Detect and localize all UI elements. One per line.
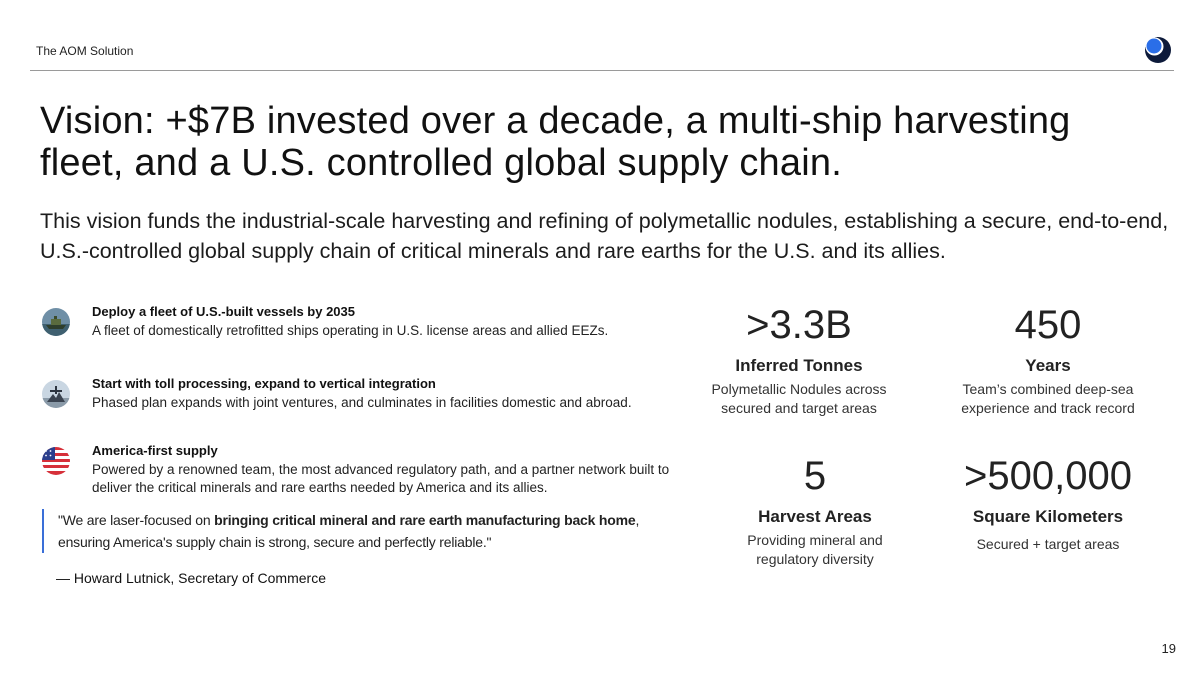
stat-label: Harvest Areas — [758, 507, 872, 526]
section-label: The AOM Solution — [36, 44, 134, 58]
stat-description: Team’s combined deep-sea experience and track record — [961, 381, 1135, 416]
feature-description: Powered by a renowned team, the most advanced regulatory path, and a partner network built to deliver the critical minerals and rare earths needed by America and its allies. — [92, 462, 670, 495]
quote-attribution: — Howard Lutnick, Secretary of Commerce — [56, 570, 326, 586]
stat-value: 5 — [803, 454, 827, 498]
us-flag-icon — [42, 447, 70, 475]
feature-title: Start with toll processing, expand to vertical integration — [92, 376, 436, 391]
ship-icon — [42, 308, 70, 336]
feature-title: America-first supply — [92, 443, 218, 458]
quote-block — [42, 509, 662, 553]
stat-description: Providing mineral and regulatory diversity — [747, 532, 883, 567]
factory-icon — [42, 380, 70, 408]
stat-value: >3.3B — [746, 303, 852, 347]
stat-description: Secured + target areas — [976, 536, 1120, 552]
page-number: 19 — [1161, 641, 1176, 656]
quote-text-emphasis: bringing critical mineral and rare earth manufacturing back home — [214, 512, 636, 528]
company-logo-icon — [1144, 36, 1172, 64]
quote-text-suffix: , ensuring America's supply chain is strong, secure and perfectly reliable." — [58, 512, 640, 550]
stat-inferred-tonnes — [689, 302, 909, 418]
stat-description: Polymetallic Nodules across secured and target areas — [711, 381, 887, 416]
stat-harvest-areas — [705, 453, 925, 569]
header-divider — [30, 70, 1174, 71]
stat-value: 450 — [1014, 303, 1082, 347]
feature-description: Phased plan expands with joint ventures, and culminates in facilities domestic and abroad. — [92, 395, 632, 410]
stat-square-kilometers — [938, 453, 1158, 554]
feature-title: Deploy a fleet of U.S.-built vessels by 2035 — [92, 304, 355, 319]
stat-label: Inferred Tonnes — [735, 356, 863, 375]
page-subtitle: This vision funds the industrial-scale harvesting and refining of polymetallic nodules, establishing a secure, end-to-end, U.S.-controlled global supply chain of critical minerals and rare earths for the U.S. and its allies. — [40, 209, 1169, 263]
stat-label: Years — [1025, 356, 1071, 375]
page-title: Vision: +$7B invested over a decade, a multi-ship harvesting fleet, and a U.S. controlled global supply chain. — [40, 100, 1071, 184]
quote-text-prefix: "We are laser-focused on — [58, 512, 215, 528]
stat-label: Square Kilometers — [972, 507, 1124, 526]
feature-description: A fleet of domestically retrofitted ships operating in U.S. license areas and allied EEZs. — [92, 323, 609, 338]
stat-value: >500,000 — [964, 454, 1132, 498]
stat-years — [938, 302, 1158, 418]
